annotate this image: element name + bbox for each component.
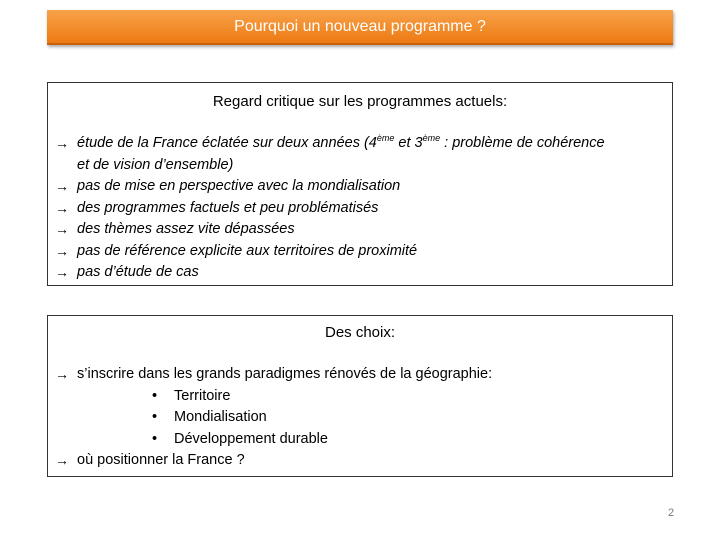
arrow-right-icon: → — [55, 452, 69, 468]
sub-list-item — [55, 407, 666, 429]
sub-item-text: Mondialisation — [174, 409, 267, 425]
list-item — [55, 198, 666, 220]
sub-item-text: Développement durable — [174, 430, 328, 447]
list-item — [55, 133, 666, 176]
critique-box-title: Regard critique sur les programmes actuels: — [212, 93, 508, 110]
arrow-right-icon: → — [55, 221, 69, 237]
title-banner — [47, 10, 673, 45]
list-item — [55, 176, 666, 198]
critique-list — [55, 133, 666, 284]
item-text-end: : problème de cohérence — [440, 135, 605, 151]
arrow-right-icon: → — [55, 242, 69, 259]
arrow-right-icon: → — [55, 199, 69, 216]
arrow-right-icon: → — [55, 135, 69, 151]
item-text: des programmes factuels et peu problématisés — [77, 199, 379, 216]
superscript: ème — [376, 133, 395, 143]
arrow-right-icon: → — [55, 366, 69, 382]
sub-list-item — [55, 386, 666, 408]
arrow-right-icon: → — [55, 264, 69, 280]
item-text: pas d’étude de cas — [77, 264, 199, 280]
bullet-icon: • — [152, 409, 158, 425]
sub-item-text: Territoire — [174, 387, 231, 404]
sub-list-item — [55, 429, 666, 451]
list-item — [55, 262, 666, 284]
item-text-start: étude de la France éclatée sur deux années (4 — [77, 135, 377, 151]
bullet-icon: • — [152, 430, 158, 447]
critique-box — [47, 82, 673, 286]
list-item — [55, 241, 666, 263]
list-item — [55, 364, 666, 386]
item-text: des thèmes assez vite dépassées — [77, 221, 295, 237]
item-text: pas de mise en perspective avec la mondialisation — [77, 178, 401, 194]
choices-box-title: Des choix: — [324, 324, 396, 341]
item-text-continuation: et de vision d’ensemble) — [77, 156, 234, 173]
slide-title: Pourquoi un nouveau programme ? — [234, 17, 486, 35]
bullet-icon: • — [152, 387, 158, 404]
arrow-right-icon: → — [55, 178, 69, 194]
item-text-mid: et 3 — [394, 135, 423, 151]
list-item — [55, 219, 666, 241]
item-text: s’inscrire dans les grands paradigmes rénovés de la géographie: — [77, 366, 493, 382]
page-number: 2 — [668, 507, 675, 519]
choices-box — [47, 315, 673, 477]
superscript: ème — [422, 133, 441, 143]
choices-list — [55, 364, 666, 472]
list-item — [55, 450, 666, 472]
item-text: pas de référence explicite aux territoires de proximité — [77, 242, 418, 259]
item-text: où positionner la France ? — [77, 452, 245, 468]
